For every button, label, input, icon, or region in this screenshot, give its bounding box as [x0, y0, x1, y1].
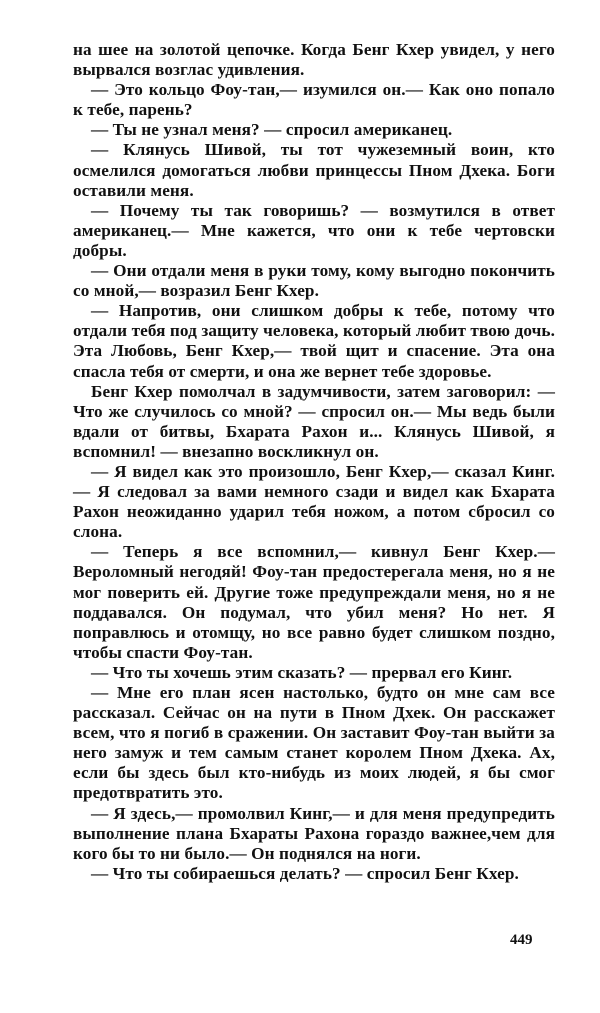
paragraph: — Я видел как это произошло, Бенг Кхер,— сказал Кинг.— Я следовал за вами немного сзади и видел как Бхарата Рахон неожиданно ударил тебя ножом, а потом сбросил со слона.: [73, 461, 555, 542]
paragraph: Бенг Кхер помолчал в задумчивости, затем заговорил: — Что же случилось со мной? — спросил он.— Мы ведь были вдали от битвы, Бхарата Рахон и... Клянусь Шивой, я вспомнил! — внезапно воскликнул он.: [73, 381, 555, 461]
paragraph: — Что ты собираешься делать? — спросил Бенг Кхер.: [91, 863, 519, 883]
text-body: [73, 40, 555, 884]
paragraph: — Это кольцо Фоу-тан,— изумился он.— Как оно попало к тебе, парень?: [73, 80, 555, 120]
paragraph: на шее на золотой цепочке. Когда Бенг Кхер увидел, у него вырвался возглас удивления.: [73, 40, 555, 80]
paragraph: — Ты не узнал меня? — спросил американец.: [91, 120, 453, 140]
page-number: 449: [510, 932, 533, 948]
book-page: [73, 40, 555, 884]
paragraph: — Мне его план ясен настолько, будто он мне сам все рассказал. Сейчас он на пути в Пном Дхек. Он расскажет всем, что я погиб в сражении. Он заставит Фоу-тан выйти за него замуж и тем самым станет королем Пном Дхека. Ах, если бы здесь был кто-нибудь из моих людей, я бы смог предотвратить это.: [73, 683, 555, 803]
paragraph: — Я здесь,— промолвил Кинг,— и для меня предупредить выполнение плана Бхараты Рахона гораздо важнее,чем для кого бы то ни было.— Он поднялся на ноги.: [73, 803, 555, 863]
paragraph: — Они отдали меня в руки тому, кому выгодно покончить со мной,— возразил Бенг Кхер.: [73, 261, 555, 301]
paragraph: — Почему ты так говоришь? — возмутился в ответ американец.— Мне кажется, что они к тебе чертовски добры.: [73, 200, 555, 260]
paragraph: — Теперь я все вспомнил,— кивнул Бенг Кхер.— Вероломный негодяй! Фоу-тан предостерегала меня, но я не мог поверить ей. Другие тоже предупреждали меня, но я не поддавался. Он подумал, что убил меня? Но нет. Я поправлюсь и отомщу, но все равно будет слишком поздно, чтобы спасти Фоу-тан.: [73, 542, 555, 662]
paragraph: — Напротив, они слишком добры к тебе, потому что отдали тебя под защиту человека, который любит твою дочь. Эта Любовь, Бенг Кхер,— твой щит и спасение. Эта она спасла тебя от смерти, и она же вернет тебе здоровье.: [73, 301, 555, 381]
paragraph: — Клянусь Шивой, ты тот чужеземный воин, кто осмелился домогаться любви принцессы Пном Дхека. Боги оставили меня.: [73, 140, 555, 200]
paragraph: — Что ты хочешь этим сказать? — прервал его Кинг.: [91, 662, 513, 682]
